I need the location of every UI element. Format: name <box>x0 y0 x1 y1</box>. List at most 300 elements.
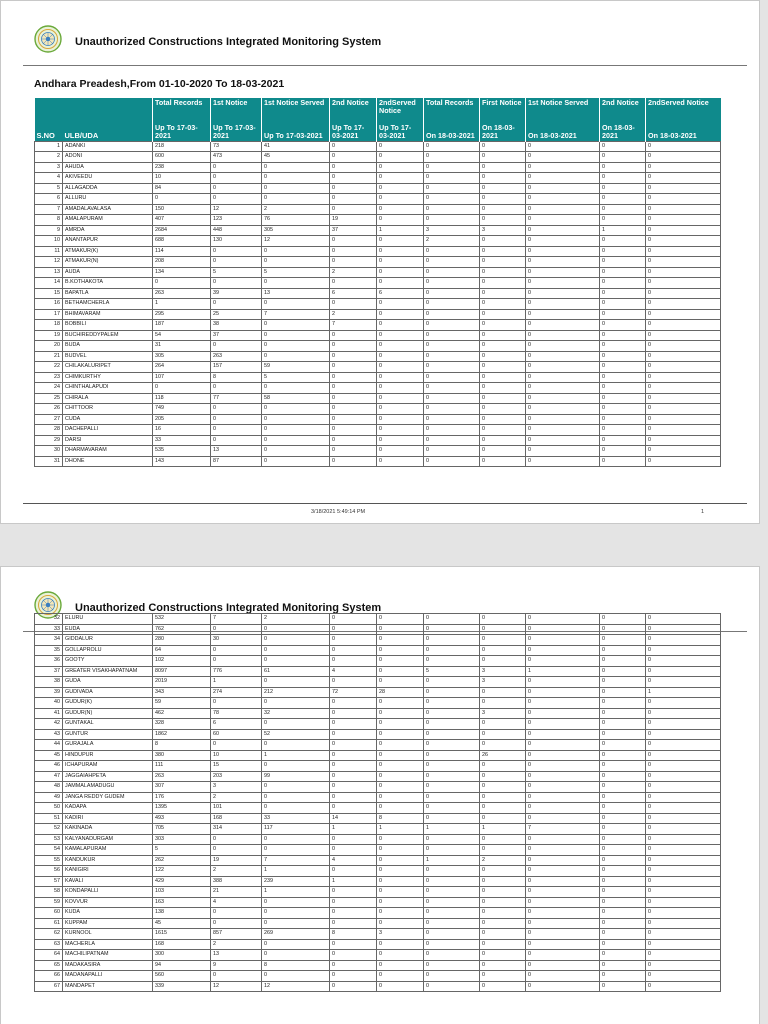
cell-count: 0 <box>646 656 721 667</box>
cell-sno: 3 <box>35 162 63 173</box>
table-row <box>35 750 721 761</box>
cell-ulb-name: KANIGIRI <box>63 866 153 877</box>
cell-count: 0 <box>600 834 646 845</box>
cell-count: 0 <box>377 666 424 677</box>
cell-sno: 52 <box>35 824 63 835</box>
table-row <box>35 141 721 152</box>
cell-count: 0 <box>480 320 526 331</box>
cell-count: 0 <box>600 614 646 625</box>
cell-count: 0 <box>480 740 526 751</box>
cell-count: 0 <box>377 698 424 709</box>
table-row <box>35 761 721 772</box>
cell-count: 0 <box>526 698 600 709</box>
cell-count: 0 <box>377 677 424 688</box>
cell-count: 0 <box>424 614 480 625</box>
table-row <box>35 246 721 257</box>
cell-count: 0 <box>480 698 526 709</box>
cell-count: 0 <box>646 393 721 404</box>
cell-count: 3 <box>377 929 424 940</box>
table-row <box>35 278 721 289</box>
table-row <box>35 918 721 929</box>
cell-sno: 20 <box>35 341 63 352</box>
cell-count: 0 <box>600 246 646 257</box>
cell-count: 0 <box>526 267 600 278</box>
cell-count: 314 <box>211 824 262 835</box>
table-row <box>35 383 721 394</box>
cell-count: 2 <box>330 309 377 320</box>
cell-count: 0 <box>646 887 721 898</box>
cell-count: 0 <box>377 866 424 877</box>
table-row <box>35 425 721 436</box>
cell-count: 0 <box>262 698 330 709</box>
cell-count: 0 <box>211 299 262 310</box>
header-row-top <box>35 98 721 116</box>
cell-count: 0 <box>424 750 480 761</box>
cell-count: 0 <box>600 309 646 320</box>
cell-count: 4 <box>330 855 377 866</box>
table-row <box>35 162 721 173</box>
cell-count: 0 <box>424 782 480 793</box>
cell-count: 0 <box>646 246 721 257</box>
table-row <box>35 614 721 625</box>
cell-count: 0 <box>600 792 646 803</box>
cell-count: 0 <box>377 278 424 289</box>
cell-count: 2 <box>480 855 526 866</box>
cell-sno: 33 <box>35 624 63 635</box>
cell-ulb-name: CHILAKALURIPET <box>63 362 153 373</box>
cell-count: 0 <box>526 404 600 415</box>
cell-count: 0 <box>377 341 424 352</box>
cell-count: 0 <box>600 152 646 163</box>
cell-count: 0 <box>377 152 424 163</box>
cell-count: 0 <box>262 719 330 730</box>
cell-count: 0 <box>424 981 480 992</box>
cell-count: 0 <box>377 183 424 194</box>
cell-count: 0 <box>646 719 721 730</box>
cell-count: 307 <box>153 782 211 793</box>
cell-sno: 4 <box>35 173 63 184</box>
table-body <box>35 141 721 467</box>
table-row <box>35 341 721 352</box>
cell-count: 0 <box>424 383 480 394</box>
cell-count: 0 <box>424 330 480 341</box>
cell-count: 0 <box>646 351 721 362</box>
cell-count: 134 <box>153 267 211 278</box>
cell-count: 0 <box>377 362 424 373</box>
cell-ulb-name: BAPATLA <box>63 288 153 299</box>
cell-count: 0 <box>600 824 646 835</box>
column-header: 2nd Notice <box>600 98 646 116</box>
column-header-ulb: ULB/UDA <box>63 116 153 141</box>
cell-count: 0 <box>377 708 424 719</box>
cell-count: 150 <box>153 204 211 215</box>
cell-count: 1 <box>330 876 377 887</box>
cell-count: 0 <box>377 750 424 761</box>
cell-count: 0 <box>424 152 480 163</box>
cell-count: 0 <box>262 257 330 268</box>
cell-sno: 64 <box>35 950 63 961</box>
cell-count: 0 <box>646 152 721 163</box>
cell-count: 0 <box>646 813 721 824</box>
cell-count: 0 <box>600 971 646 982</box>
cell-count: 176 <box>153 792 211 803</box>
cell-count: 0 <box>526 687 600 698</box>
cell-count: 0 <box>424 803 480 814</box>
cell-ulb-name: ALLURU <box>63 194 153 205</box>
cell-ulb-name: ELURU <box>63 614 153 625</box>
cell-count: 0 <box>262 897 330 908</box>
column-header <box>63 98 153 116</box>
cell-sno: 6 <box>35 194 63 205</box>
cell-count: 0 <box>480 173 526 184</box>
cell-count: 0 <box>330 236 377 247</box>
cell-count: 0 <box>526 645 600 656</box>
cell-count: 0 <box>480 908 526 919</box>
cell-count: 0 <box>480 876 526 887</box>
cell-count: 31 <box>153 341 211 352</box>
system-title: Unauthorized Constructions Integrated Monitoring System <box>75 602 382 614</box>
cell-count: 0 <box>424 813 480 824</box>
cell-count: 0 <box>600 645 646 656</box>
report-header <box>1 21 747 63</box>
cell-count: 0 <box>377 761 424 772</box>
cell-count: 0 <box>480 719 526 730</box>
cell-count: 0 <box>526 288 600 299</box>
table-row <box>35 939 721 950</box>
cell-count: 111 <box>153 761 211 772</box>
cell-count: 5 <box>424 666 480 677</box>
cell-count: 300 <box>153 950 211 961</box>
cell-count: 1 <box>646 687 721 698</box>
cell-count: 0 <box>480 152 526 163</box>
cell-count: 2684 <box>153 225 211 236</box>
cell-count: 305 <box>262 225 330 236</box>
cell-ulb-name: KOVVUR <box>63 897 153 908</box>
cell-sno: 27 <box>35 414 63 425</box>
cell-count: 0 <box>646 792 721 803</box>
cell-count: 0 <box>600 288 646 299</box>
cell-ulb-name: JAMMALAMADUGU <box>63 782 153 793</box>
cell-count: 0 <box>480 866 526 877</box>
cell-count: 0 <box>480 383 526 394</box>
cell-count: 87 <box>211 456 262 467</box>
cell-ulb-name: BOBBILI <box>63 320 153 331</box>
cell-sno: 47 <box>35 771 63 782</box>
cell-sno: 43 <box>35 729 63 740</box>
cell-count: 0 <box>600 897 646 908</box>
cell-count: 0 <box>377 404 424 415</box>
cell-count: 0 <box>526 876 600 887</box>
cell-count: 0 <box>646 761 721 772</box>
cell-count: 0 <box>330 729 377 740</box>
table-row <box>35 908 721 919</box>
cell-count: 0 <box>526 971 600 982</box>
cell-count: 0 <box>211 425 262 436</box>
cell-count: 0 <box>262 278 330 289</box>
cell-count: 0 <box>646 141 721 152</box>
cell-count: 0 <box>377 393 424 404</box>
cell-count: 0 <box>377 446 424 457</box>
cell-count: 0 <box>330 866 377 877</box>
cell-sno: 17 <box>35 309 63 320</box>
table-row <box>35 372 721 383</box>
cell-count: 5 <box>153 845 211 856</box>
cell-count: 0 <box>424 278 480 289</box>
cell-count: 0 <box>262 425 330 436</box>
cell-ulb-name: MADANAPALLI <box>63 971 153 982</box>
cell-count: 0 <box>211 834 262 845</box>
cell-count: 0 <box>480 288 526 299</box>
cell-count: 122 <box>153 866 211 877</box>
cell-count: 0 <box>600 782 646 793</box>
cell-count: 0 <box>646 624 721 635</box>
cell-count: 37 <box>330 225 377 236</box>
cell-count: 64 <box>153 645 211 656</box>
cell-count: 0 <box>262 414 330 425</box>
column-header: On 18-03-2021 <box>600 116 646 141</box>
cell-count: 0 <box>262 194 330 205</box>
cell-count: 0 <box>480 761 526 772</box>
cell-count: 0 <box>424 393 480 404</box>
cell-sno: 11 <box>35 246 63 257</box>
cell-count: 0 <box>377 215 424 226</box>
cell-count: 33 <box>262 813 330 824</box>
cell-count: 0 <box>480 971 526 982</box>
cell-ulb-name: KANDUKUR <box>63 855 153 866</box>
cell-count: 0 <box>646 173 721 184</box>
cell-count: 0 <box>526 719 600 730</box>
cell-sno: 54 <box>35 845 63 856</box>
table-row <box>35 866 721 877</box>
cell-count: 0 <box>262 446 330 457</box>
cell-count: 0 <box>480 897 526 908</box>
cell-count: 0 <box>526 351 600 362</box>
cell-count: 0 <box>646 950 721 961</box>
cell-count: 0 <box>526 152 600 163</box>
cell-count: 0 <box>480 918 526 929</box>
cell-count: 0 <box>526 372 600 383</box>
cell-sno: 67 <box>35 981 63 992</box>
table-row <box>35 624 721 635</box>
cell-count: 0 <box>424 362 480 373</box>
cell-count: 0 <box>600 866 646 877</box>
cell-count: 0 <box>377 960 424 971</box>
table-body <box>35 614 721 992</box>
cell-count: 0 <box>646 204 721 215</box>
cell-count: 0 <box>480 950 526 961</box>
cell-count: 0 <box>600 372 646 383</box>
cell-count: 0 <box>600 813 646 824</box>
cell-count: 0 <box>377 950 424 961</box>
cell-sno: 51 <box>35 813 63 824</box>
cell-count: 0 <box>646 897 721 908</box>
cell-count: 0 <box>526 162 600 173</box>
cell-count: 0 <box>262 740 330 751</box>
cell-count: 0 <box>424 761 480 772</box>
cell-count: 15 <box>211 761 262 772</box>
cell-count: 263 <box>153 288 211 299</box>
cell-count: 143 <box>153 456 211 467</box>
cell-count: 0 <box>330 677 377 688</box>
table-row <box>35 782 721 793</box>
cell-ulb-name: KAMALAPURAM <box>63 845 153 856</box>
cell-count: 0 <box>424 162 480 173</box>
cell-count: 0 <box>480 246 526 257</box>
cell-count: 380 <box>153 750 211 761</box>
cell-count: 8 <box>211 372 262 383</box>
cell-count: 3 <box>480 666 526 677</box>
cell-count: 0 <box>526 803 600 814</box>
cell-count: 0 <box>262 845 330 856</box>
cell-count: 0 <box>262 782 330 793</box>
cell-count: 0 <box>424 309 480 320</box>
cell-count: 0 <box>480 645 526 656</box>
cell-count: 1395 <box>153 803 211 814</box>
cell-count: 0 <box>424 446 480 457</box>
cell-count: 0 <box>480 393 526 404</box>
cell-ulb-name: ICHAPURAM <box>63 761 153 772</box>
cell-count: 0 <box>480 425 526 436</box>
cell-count: 0 <box>600 194 646 205</box>
cell-count: 0 <box>600 908 646 919</box>
cell-ulb-name: GREATER VISAKHAPATNAM <box>63 666 153 677</box>
cell-count: 1 <box>424 855 480 866</box>
cell-count: 0 <box>526 708 600 719</box>
table-row <box>35 225 721 236</box>
cell-count: 0 <box>262 645 330 656</box>
cell-count: 274 <box>211 687 262 698</box>
cell-count: 0 <box>424 351 480 362</box>
table-row <box>35 719 721 730</box>
cell-count: 218 <box>153 141 211 152</box>
cell-count: 0 <box>526 950 600 961</box>
cell-count: 6 <box>330 288 377 299</box>
table-row <box>35 435 721 446</box>
cell-count: 0 <box>600 204 646 215</box>
cell-count: 0 <box>262 435 330 446</box>
cell-count: 0 <box>646 876 721 887</box>
cell-count: 0 <box>424 677 480 688</box>
cell-count: 0 <box>600 215 646 226</box>
cell-count: 0 <box>330 194 377 205</box>
cell-count: 0 <box>211 845 262 856</box>
table-row <box>35 729 721 740</box>
cell-count: 0 <box>646 960 721 971</box>
table-row <box>35 771 721 782</box>
cell-count: 58 <box>262 393 330 404</box>
cell-sno: 24 <box>35 383 63 394</box>
cell-count: 0 <box>646 929 721 940</box>
cell-sno: 32 <box>35 614 63 625</box>
cell-sno: 18 <box>35 320 63 331</box>
records-table-continued <box>34 613 721 992</box>
cell-count: 0 <box>377 719 424 730</box>
cell-count: 1 <box>480 824 526 835</box>
cell-count: 59 <box>262 362 330 373</box>
cell-count: 39 <box>211 288 262 299</box>
cell-count: 78 <box>211 708 262 719</box>
cell-count: 0 <box>377 456 424 467</box>
cell-count: 0 <box>646 320 721 331</box>
cell-count: 0 <box>526 257 600 268</box>
cell-count: 0 <box>480 687 526 698</box>
cell-count: 0 <box>377 981 424 992</box>
cell-ulb-name: KAKINADA <box>63 824 153 835</box>
cell-count: 0 <box>600 162 646 173</box>
cell-count: 0 <box>424 908 480 919</box>
cell-count: 262 <box>153 855 211 866</box>
cell-sno: 5 <box>35 183 63 194</box>
cell-count: 14 <box>330 813 377 824</box>
cell-count: 0 <box>211 624 262 635</box>
cell-count: 54 <box>153 330 211 341</box>
table-row <box>35 215 721 226</box>
cell-count: 0 <box>424 687 480 698</box>
cell-count: 0 <box>330 330 377 341</box>
cell-count: 462 <box>153 708 211 719</box>
cell-count: 0 <box>211 257 262 268</box>
cell-count: 168 <box>211 813 262 824</box>
cell-count: 0 <box>480 341 526 352</box>
column-header <box>35 98 63 116</box>
cell-ulb-name: JAGGAIAHPETA <box>63 771 153 782</box>
cell-count: 0 <box>600 950 646 961</box>
cell-count: 0 <box>153 278 211 289</box>
cell-count: 0 <box>526 834 600 845</box>
cell-sno: 66 <box>35 971 63 982</box>
cell-count: 13 <box>211 950 262 961</box>
cell-count: 0 <box>600 624 646 635</box>
cell-count: 0 <box>262 330 330 341</box>
cell-ulb-name: DHARMAVARAM <box>63 446 153 457</box>
cell-count: 0 <box>600 267 646 278</box>
cell-count: 12 <box>262 981 330 992</box>
cell-count: 0 <box>646 404 721 415</box>
cell-count: 0 <box>600 635 646 646</box>
cell-count: 0 <box>377 320 424 331</box>
cell-sno: 65 <box>35 960 63 971</box>
cell-count: 2 <box>424 236 480 247</box>
table-row <box>35 666 721 677</box>
cell-count: 0 <box>377 876 424 887</box>
cell-count: 0 <box>600 173 646 184</box>
cell-count: 0 <box>377 425 424 436</box>
cell-count: 1 <box>262 887 330 898</box>
cell-count: 0 <box>526 740 600 751</box>
column-header: Up To 17-03-2021 <box>330 116 377 141</box>
cell-count: 0 <box>646 845 721 856</box>
cell-count: 0 <box>211 918 262 929</box>
cell-count: 0 <box>262 320 330 331</box>
cell-count: 0 <box>377 257 424 268</box>
cell-count: 0 <box>600 677 646 688</box>
cell-sno: 58 <box>35 887 63 898</box>
cell-count: 0 <box>330 939 377 950</box>
cell-count: 0 <box>600 414 646 425</box>
cell-ulb-name: CUDA <box>63 414 153 425</box>
cell-count: 0 <box>526 225 600 236</box>
cell-ulb-name: BHIMAVARAM <box>63 309 153 320</box>
cell-sno: 63 <box>35 939 63 950</box>
cell-ulb-name: GOLLAPROLU <box>63 645 153 656</box>
cell-count: 0 <box>211 435 262 446</box>
cell-count: 0 <box>330 803 377 814</box>
cell-count: 19 <box>330 215 377 226</box>
table-row <box>35 309 721 320</box>
cell-count: 45 <box>153 918 211 929</box>
cell-count: 857 <box>211 929 262 940</box>
cell-count: 0 <box>262 383 330 394</box>
